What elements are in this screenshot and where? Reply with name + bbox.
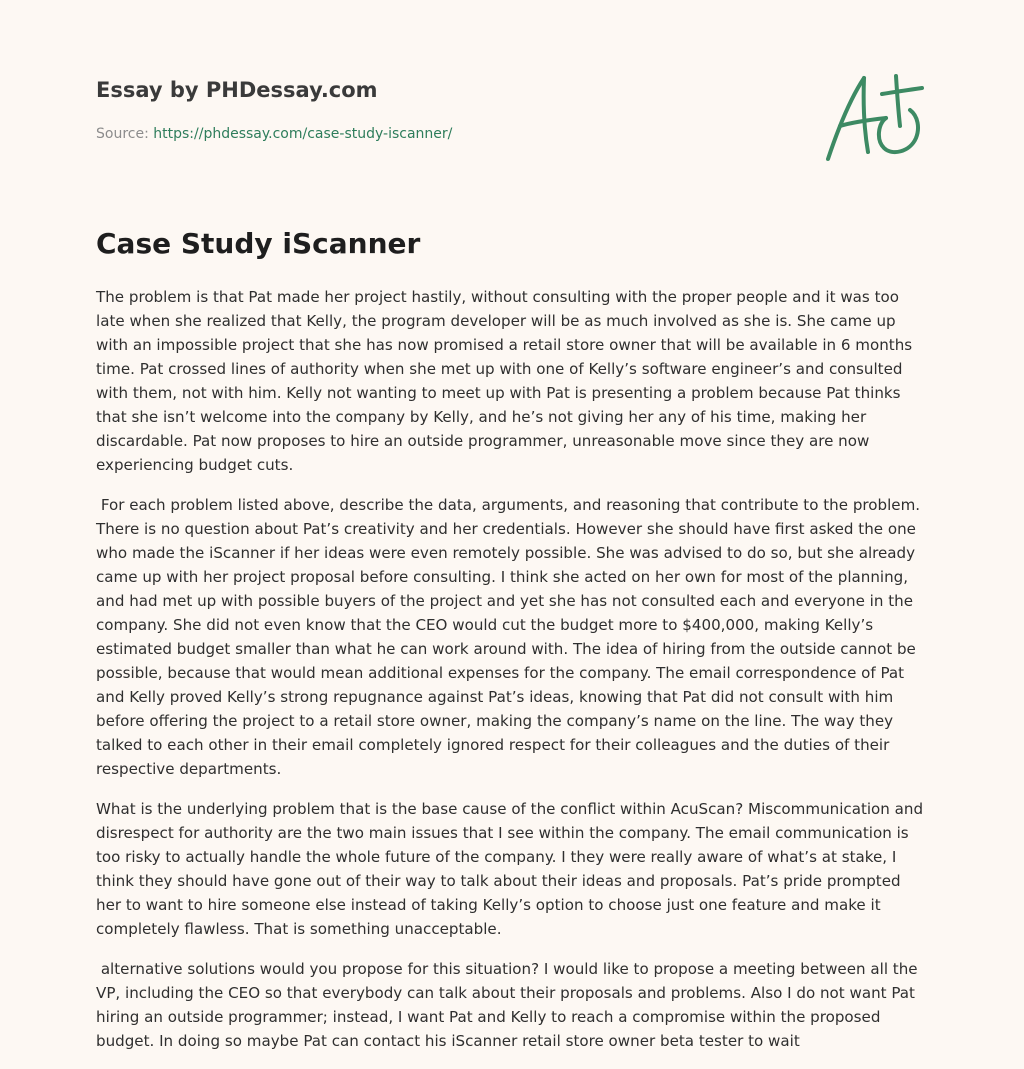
paragraph: alternative solutions would you propose for this situation? I would like to propose a meeting between all the VP, including the CEO so that everybody can talk about their proposals and problems. Also I do not want Pat hiring an outside programmer; instead, I want Pat and Kelly to reach a compromise within the proposed budget. In doing so maybe Pat can contact his iScanner retail store owner beta tester to wait (96, 960, 923, 1050)
a-plus-logo-icon (818, 64, 930, 168)
essay-body (96, 285, 930, 1069)
paragraph: The problem is that Pat made her project hastily, without consulting with the proper people and it was too late when she realized that Kelly, the program developer will be as much involved as she is. She came up with an impossible project that she has now promised a retail store owner that will be available in 6 months time. Pat crossed lines of authority when she met up with one of Kelly’s software engineer’s and consulted with them, not with him. Kelly not wanting to meet up with Pat is presenting a problem because Pat thinks that she isn’t welcome into the company by Kelly, and he’s not giving her any of his time, making her discardable. Pat now proposes to hire an outside programmer, unreasonable move since they are now experiencing budget cuts. (96, 288, 917, 474)
paragraph: For each problem listed above, describe the data, arguments, and reasoning that contribute to the problem. There is no question about Pat’s creativity and her credentials. However she should have first asked the one who made the iScanner if her ideas were even remotely possible. She was advised to do so, but she already came up with her project proposal before consulting. I think she acted on her own for most of the planning, and had met up with possible buyers of the project and yet she has not consulted each and everyone in the company. She did not even know that the CEO would cut the budget more to $400,000, making Kelly’s estimated budget smaller than what he can work around with. The idea of hiring from the outside cannot be possible, because that would mean additional expenses for the company. The email correspondence of Pat and Kelly proved Kelly’s strong repugnance against Pat’s ideas, knowing that Pat did not consult with him before offering the project to a retail store owner, making the company’s name on the line. The way they talked to each other in their email completely ignored respect for their colleagues and the duties of their respective departments. (96, 496, 925, 778)
source-line (96, 124, 796, 144)
source-link[interactable]: https://phdessay.com/case-study-iscanner/ (153, 126, 453, 142)
source-label: Source: (96, 126, 154, 142)
page-header (96, 76, 796, 144)
paragraph: What is the underlying problem that is the base cause of the conflict within AcuScan? Miscommunication and disrespect for authority are the two main issues that I see within the company. The email communication is too risky to actually handle the whole future of the company. I they were really aware of what’s at stake, I think they should have gone out of their way to talk about their ideas and proposals. Pat’s pride prompted her to want to hire someone else instead of taking Kelly’s option to choose just one feature and make it completely flawless. That is something unacceptable. (96, 800, 928, 938)
brand-title: Essay by PHDessay.com (96, 78, 378, 102)
page-title: Case Study iScanner (96, 227, 421, 260)
